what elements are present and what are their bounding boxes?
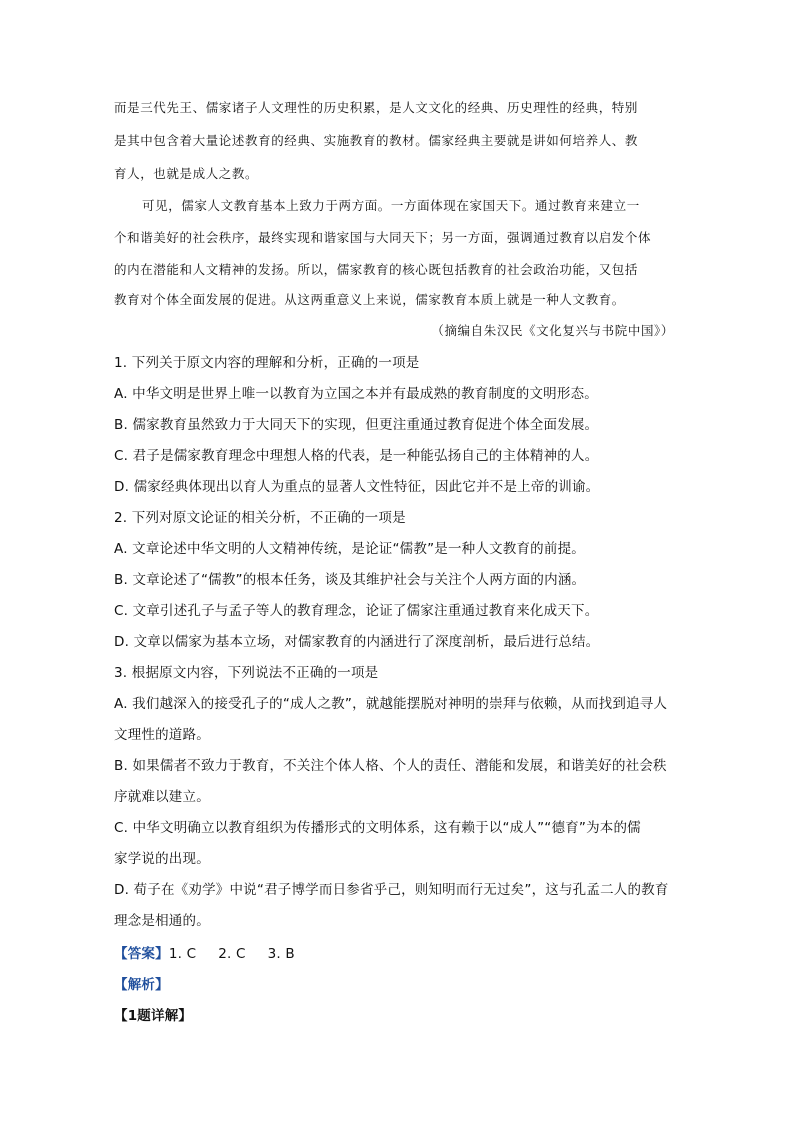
question-option: B. 如果儒者不致力于教育，不关注个体人格、个人的责任、潜能和发展，和谐美好的社会秩 (114, 758, 667, 774)
question-option-continued: 理念是相通的。 (114, 913, 210, 929)
passage-source: （摘编自朱汉民《文化复兴与书院中国》） (431, 323, 674, 338)
answer-row (114, 944, 317, 964)
answer-label: 【答案】 (114, 946, 169, 962)
passage-line: 育人，也就是成人之教。 (114, 166, 259, 181)
question-option: B. 文章论述了“儒教”的根本任务，谈及其维护社会与关注个人两方面的内涵。 (114, 572, 586, 588)
question-option: A. 我们越深入的接受孔子的“成人之教”，就越能摆脱对神明的崇拜与依赖，从而找到追寻人 (114, 696, 668, 712)
question-stem: 1. 下列关于原文内容的理解和分析，正确的一项是 (114, 355, 420, 371)
passage-line: 的内在潜能和人文精神的发扬。所以，儒家教育的核心既包括教育的社会政治功能，又包括 (114, 262, 639, 277)
question-option: C. 中华文明确立以教育组织为传播形式的文明体系，这有赖于以“成人”“德育”为本的儒 (114, 820, 641, 836)
question-option: A. 中华文明是世界上唯一以教育为立国之本并有最成熟的教育制度的文明形态。 (114, 386, 598, 402)
question-option: D. 荀子在《劝学》中说“君子博学而日参省乎己，则知明而行无过矣”，这与孔孟二人的教育 (114, 882, 669, 898)
question-option-continued: 家学说的出现。 (114, 851, 210, 867)
answer-item: 2. C (218, 946, 246, 962)
analysis-label: 【解析】 (114, 977, 169, 993)
question-option: D. 儒家经典体现出以育人为重点的显著人文性特征，因此它并不是上帝的训谕。 (114, 479, 600, 495)
question-option: B. 儒家教育虽然致力于大同天下的实现，但更注重通过教育促进个体全面发展。 (114, 417, 599, 433)
question-option-continued: 文理性的道路。 (114, 727, 210, 743)
passage-line: 是其中包含着大量论述教育的经典、实施教育的教材。儒家经典主要就是讲如何培养人、教 (114, 133, 639, 148)
passage-line: 而是三代先王、儒家诸子人文理性的历史积累，是人文文化的经典、历史理性的经典，特别 (114, 100, 639, 115)
answer-item: 1. C (168, 946, 197, 962)
question-option: C. 君子是儒家教育理念中理想人格的代表，是一种能弘扬自己的主体精神的人。 (114, 448, 599, 464)
question-option: D. 文章以儒家为基本立场，对儒家教育的内涵进行了深度剖析，最后进行总结。 (114, 634, 600, 650)
passage-line: 可见，儒家人文教育基本上致力于两方面。一方面体现在家国天下。通过教育来建立一 (142, 198, 640, 213)
passage-line: 个和谐美好的社会秩序，最终实现和谐家国与大同天下；另一方面，强调通过教育以启发个体 (114, 230, 652, 245)
answer-item: 3. B (267, 946, 295, 962)
passage-line: 教育对个体全面发展的促进。从这两重意义上来说，儒家教育本质上就是一种人文教育。 (114, 292, 625, 307)
question-stem: 3. 根据原文内容，下列说法不正确的一项是 (114, 665, 379, 681)
detail-label: 【1题详解】 (114, 1008, 193, 1024)
question-option: A. 文章论述中华文明的人文精神传统，是论证“儒教”是一种人文教育的前提。 (114, 541, 585, 557)
question-option: C. 文章引述孔子与孟子等人的教育理念，论证了儒家注重通过教育来化成天下。 (114, 603, 599, 619)
question-stem: 2. 下列对原文论证的相关分析，不正确的一项是 (114, 510, 406, 526)
question-option-continued: 序就难以建立。 (114, 789, 210, 805)
